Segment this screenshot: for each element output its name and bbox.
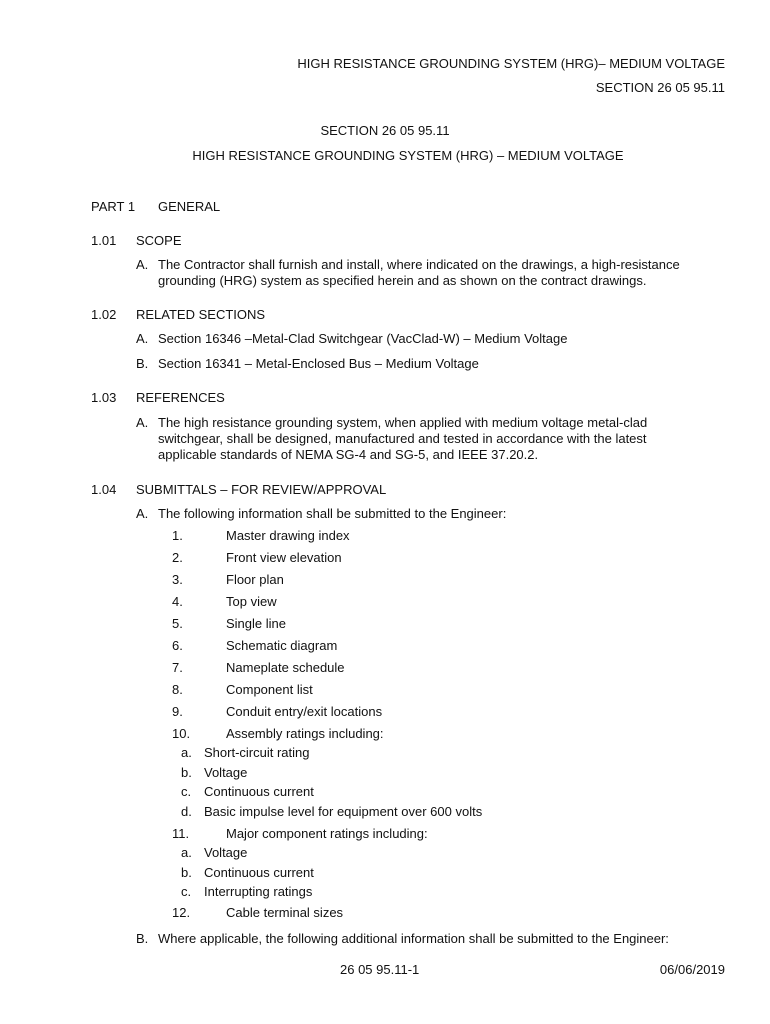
sub-item: Voltage xyxy=(204,765,248,780)
paragraph-letter: A. xyxy=(136,506,149,521)
list-item-number: 8. xyxy=(172,682,183,697)
sub-item-letter: d. xyxy=(181,804,192,819)
paragraph-text: switchgear, shall be designed, manufactured and tested in accordance with the latest xyxy=(158,431,647,446)
sub-item: Short-circuit rating xyxy=(204,745,310,760)
sub-item-letter: b. xyxy=(181,765,192,780)
list-item: Floor plan xyxy=(226,572,284,587)
revision-date: 06/06/2019 xyxy=(659,962,725,977)
running-header-title: HIGH RESISTANCE GROUNDING SYSTEM (HRG)– MEDIUM VOLTAGE xyxy=(297,56,725,71)
page-number: 26 05 95.11-1 xyxy=(340,962,420,977)
paragraph-letter: B. xyxy=(136,356,149,371)
list-item-number: 5. xyxy=(172,616,183,631)
list-item-number: 9. xyxy=(172,704,183,719)
sub-item-letter: c. xyxy=(181,884,192,899)
list-item: Nameplate schedule xyxy=(226,660,345,675)
paragraph-text: The high resistance grounding system, when applied with medium voltage metal-clad xyxy=(158,415,648,430)
list-item-number: 1. xyxy=(172,528,183,543)
list-item: Major component ratings including: xyxy=(226,826,428,841)
running-header-section: SECTION 26 05 95.11 xyxy=(595,80,725,95)
paragraph-letter: A. xyxy=(136,415,149,430)
list-item-number: 11. xyxy=(172,826,190,841)
list-item-number: 10. xyxy=(172,726,191,741)
list-item: Front view elevation xyxy=(226,550,342,565)
list-item-number: 3. xyxy=(172,572,183,587)
paragraph-letter: A. xyxy=(136,331,149,346)
list-item-number: 2. xyxy=(172,550,183,565)
sub-item: Continuous current xyxy=(204,865,314,880)
sub-item: Interrupting ratings xyxy=(204,884,313,899)
paragraph-text: The following information shall be submitted to the Engineer: xyxy=(158,506,507,521)
paragraph-letter: B. xyxy=(136,931,149,946)
list-item: Master drawing index xyxy=(226,528,350,543)
section-name-title: HIGH RESISTANCE GROUNDING SYSTEM (HRG) – MEDIUM VOLTAGE xyxy=(192,148,624,163)
sub-item-letter: a. xyxy=(181,745,192,760)
article-heading: SUBMITTALS – FOR REVIEW/APPROVAL xyxy=(136,482,387,497)
list-item: Component list xyxy=(226,682,313,697)
article-heading: SCOPE xyxy=(136,233,182,248)
paragraph-text: grounding (HRG) system as specified herein and as shown on the contract drawings. xyxy=(158,273,647,288)
sub-item: Continuous current xyxy=(204,784,314,799)
list-item: Cable terminal sizes xyxy=(226,905,344,920)
article-number: 1.01 xyxy=(91,233,117,248)
paragraph-text: Section 16346 –Metal-Clad Switchgear (VacClad-W) – Medium Voltage xyxy=(158,331,568,346)
part-label: GENERAL xyxy=(158,199,221,214)
list-item-number: 6. xyxy=(172,638,183,653)
paragraph-text: Section 16341 – Metal-Enclosed Bus – Medium Voltage xyxy=(158,356,479,371)
list-item: Assembly ratings including: xyxy=(226,726,384,741)
list-item-number: 7. xyxy=(172,660,183,675)
sub-item-letter: c. xyxy=(181,784,192,799)
sub-item-letter: b. xyxy=(181,865,192,880)
article-number: 1.04 xyxy=(91,482,117,497)
paragraph-text: The Contractor shall furnish and install, where indicated on the drawings, a high-resistance xyxy=(158,257,680,272)
part-number: PART 1 xyxy=(91,199,136,214)
sub-item-letter: a. xyxy=(181,845,192,860)
list-item: Schematic diagram xyxy=(226,638,338,653)
article-number: 1.02 xyxy=(91,307,117,322)
sub-item: Voltage xyxy=(204,845,248,860)
article-number: 1.03 xyxy=(91,390,117,405)
paragraph-letter: A. xyxy=(136,257,149,272)
article-heading: RELATED SECTIONS xyxy=(136,307,266,322)
paragraph-text: applicable standards of NEMA SG-4 and SG-5, and IEEE 37.20.2. xyxy=(158,447,539,462)
list-item: Single line xyxy=(226,616,286,631)
article-heading: REFERENCES xyxy=(136,390,225,405)
list-item: Conduit entry/exit locations xyxy=(226,704,383,719)
sub-item: Basic impulse level for equipment over 600 volts xyxy=(204,804,483,819)
section-number-title: SECTION 26 05 95.11 xyxy=(320,123,450,138)
paragraph-text: Where applicable, the following additional information shall be submitted to the Engineer: xyxy=(158,931,669,946)
list-item-number: 4. xyxy=(172,594,183,609)
list-item-number: 12. xyxy=(172,905,191,920)
list-item: Top view xyxy=(226,594,277,609)
